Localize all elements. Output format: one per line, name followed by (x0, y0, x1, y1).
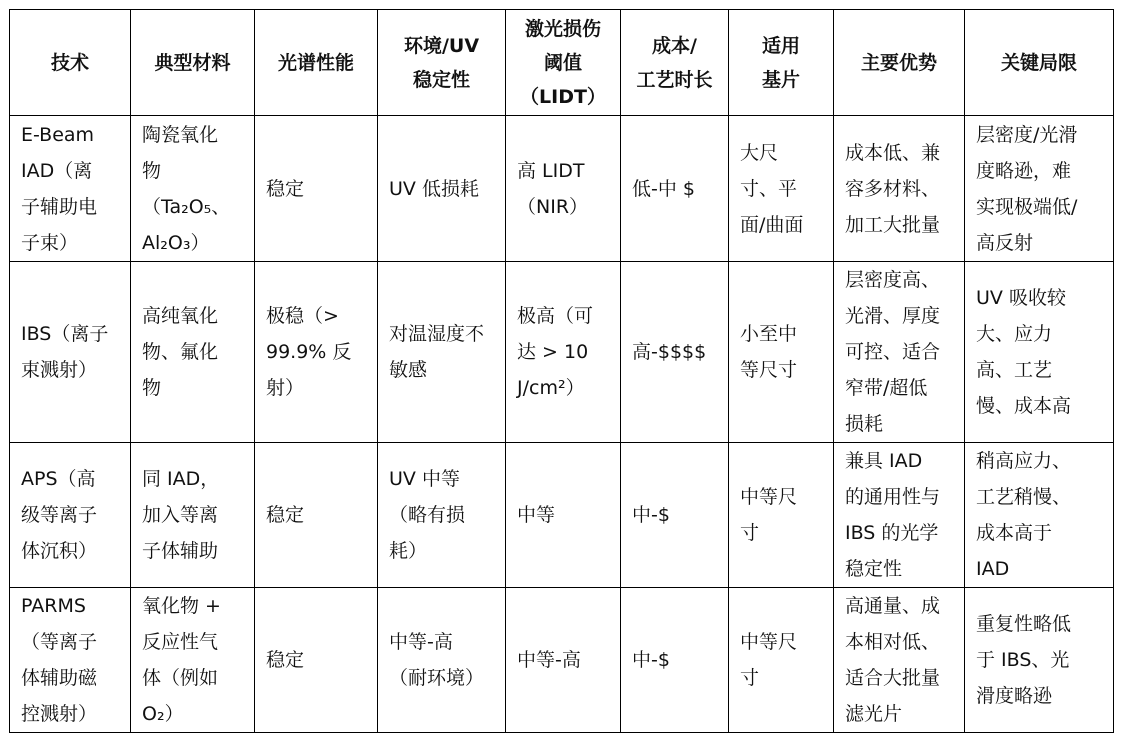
cell-text: 对温湿度不 敏感 (389, 323, 485, 381)
table-cell (10, 262, 131, 443)
cell-text: 极稳（> 99.9% 反 射） (266, 305, 352, 399)
table-header-row (10, 10, 1114, 116)
header-cell-substrate (729, 10, 834, 116)
header-cell-cost-process-time (621, 10, 729, 116)
header-label: 成本/ 工艺时长 (636, 34, 713, 91)
table-cell (131, 116, 255, 262)
cell-text: 小至中 等尺寸 (740, 323, 798, 381)
cell-text: 兼具 IAD 的通用性与 IBS 的光学 稳定性 (845, 450, 941, 580)
cell-text: 稳定 (266, 504, 305, 526)
table-cell (621, 588, 729, 733)
table-cell (10, 588, 131, 733)
header-label: 主要优势 (860, 51, 937, 74)
cell-text: 氧化物 + 反应性气 体（例如 O₂） (142, 595, 221, 725)
header-label: 典型材料 (154, 51, 231, 74)
table-cell (378, 262, 506, 443)
table-cell (834, 588, 965, 733)
table-row (10, 588, 1114, 733)
table-cell (729, 116, 834, 262)
cell-text: 层密度高、 光滑、厚度 可控、适合 窄带/超低 损耗 (845, 269, 941, 435)
header-cell-key-limitations (965, 10, 1114, 116)
cell-text: 极高（可 达 > 10 J/cm²） (517, 305, 594, 399)
cell-text: 中等 (517, 504, 556, 526)
table-cell (131, 588, 255, 733)
table-cell (965, 116, 1114, 262)
cell-text: APS（高 级等离子 体沉积） (21, 468, 98, 562)
header-label: 关键局限 (1000, 51, 1077, 74)
cell-text: E-Beam IAD（离 子辅助电 子束） (21, 123, 98, 254)
table-cell (378, 443, 506, 588)
table-cell (255, 262, 378, 443)
table-row (10, 262, 1114, 443)
cell-text: 高 LIDT （NIR） (517, 159, 589, 218)
cell-text: 中等尺 寸 (740, 486, 798, 544)
cell-text: 陶瓷氧化 物 （Ta₂O₅、 Al₂O₃） (142, 123, 231, 254)
table-cell (10, 443, 131, 588)
cell-text: PARMS （等离子 体辅助磁 控溅射） (21, 595, 98, 725)
header-label: 适用 基片 (761, 34, 800, 91)
table-cell (965, 588, 1114, 733)
cell-text: 中-$ (632, 649, 670, 671)
table-cell (506, 443, 621, 588)
header-label: 激光损伤 阈值 （LIDT） (520, 17, 606, 108)
cell-text: 同 IAD， 加入等离 子体辅助 (142, 468, 220, 562)
cell-text: 高通量、成 本相对低、 适合大批量 滤光片 (845, 595, 941, 725)
table-row (10, 116, 1114, 262)
table-cell (729, 262, 834, 443)
table-cell (834, 443, 965, 588)
table-cell (378, 588, 506, 733)
cell-text: 中等-高 （耐环境） (389, 631, 485, 689)
header-cell-technology (10, 10, 131, 116)
table-cell (378, 116, 506, 262)
header-label: 环境/UV 稳定性 (403, 34, 480, 91)
table-cell (729, 588, 834, 733)
cell-text: 高纯氧化 物、氟化 物 (142, 305, 219, 399)
cell-text: 层密度/光滑 度略逊，难 实现极端低/ 高反射 (976, 123, 1078, 254)
cell-text: IBS（离子 束溅射） (21, 323, 109, 381)
header-cell-typical-materials (131, 10, 255, 116)
cell-text: 稳定 (266, 649, 305, 671)
table-cell (965, 443, 1114, 588)
cell-text: UV 低损耗 (389, 177, 479, 200)
header-cell-lidt (506, 10, 621, 116)
cell-text: UV 中等 （略有损 耗） (389, 468, 466, 562)
cell-text: 低-中 $ (632, 177, 695, 200)
cell-text: 中-$ (632, 504, 670, 526)
table-cell (834, 262, 965, 443)
cell-text: 中等尺 寸 (740, 631, 798, 689)
cell-text: 重复性略低 于 IBS、光 滑度略逊 (976, 613, 1072, 707)
table-cell (506, 262, 621, 443)
table-cell (10, 116, 131, 262)
table-cell (621, 443, 729, 588)
cell-text: 中等-高 (517, 649, 581, 671)
table-cell (131, 443, 255, 588)
table-cell (131, 262, 255, 443)
header-cell-environment-uv-stability (378, 10, 506, 116)
header-cell-spectral-performance (255, 10, 378, 116)
cell-text: 成本低、兼 容多材料、 加工大批量 (845, 141, 941, 236)
table-row (10, 443, 1114, 588)
table-cell (729, 443, 834, 588)
header-label: 光谱性能 (277, 51, 354, 74)
header-cell-main-advantages (834, 10, 965, 116)
table-cell (255, 443, 378, 588)
table-cell (834, 116, 965, 262)
table-cell (621, 262, 729, 443)
header-label: 技术 (50, 51, 89, 74)
cell-text: UV 吸收较 大、应力 高、工艺 慢、成本高 (976, 287, 1072, 417)
table-cell (621, 116, 729, 262)
cell-text: 稍高应力、 工艺稍慢、 成本高于 IAD (976, 450, 1072, 580)
table-cell (255, 116, 378, 262)
table-cell (255, 588, 378, 733)
table-cell (506, 588, 621, 733)
table-cell (506, 116, 621, 262)
cell-text: 大尺 寸、平 面/曲面 (740, 141, 804, 236)
coating-technology-comparison-table (9, 9, 1114, 733)
table-cell (965, 262, 1114, 443)
cell-text: 稳定 (266, 177, 305, 200)
cell-text: 高-$$$$ (632, 341, 707, 363)
